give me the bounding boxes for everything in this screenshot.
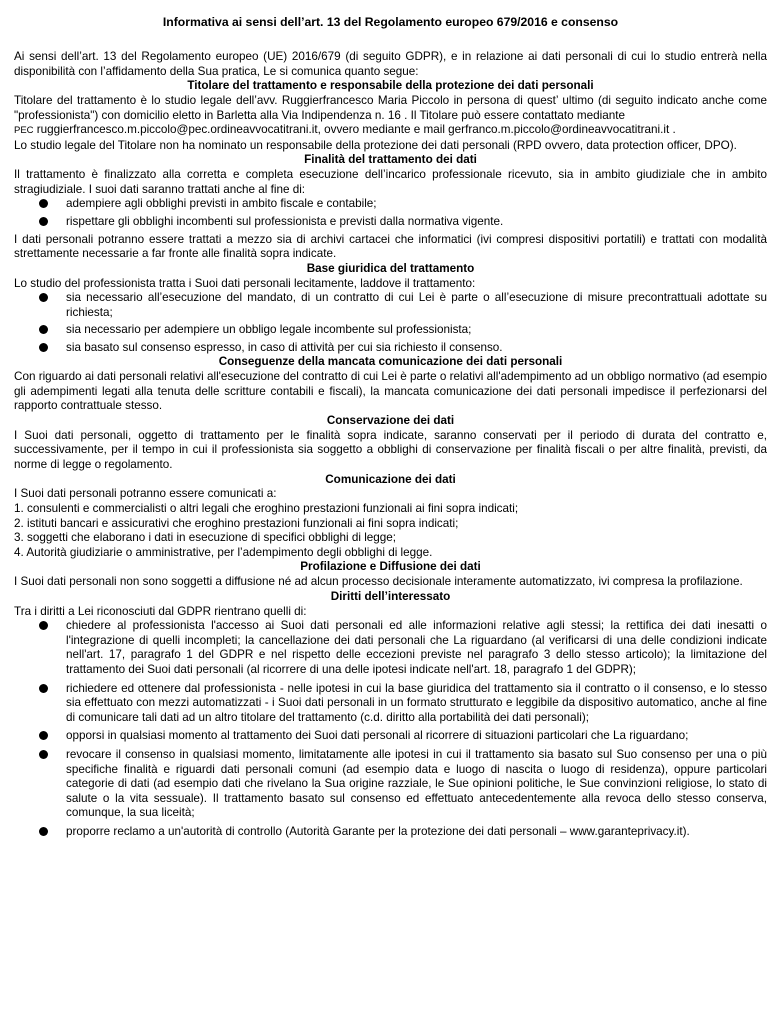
- bullet-icon: [39, 325, 48, 334]
- list-item: [14, 197, 767, 212]
- bullet-icon: [39, 750, 48, 759]
- list-item: [14, 619, 767, 677]
- document-title: Informativa ai sensi dell’art. 13 del Regolamento europeo 679/2016 e consenso: [162, 15, 619, 29]
- heading-titolare: Titolare del trattamento e responsabile della protezione dei dati personali: [187, 79, 594, 93]
- bullet-icon: [39, 621, 48, 630]
- section-finalita: [14, 153, 767, 261]
- list-item: [14, 341, 767, 356]
- heading-base: Base giuridica del trattamento: [306, 261, 475, 275]
- bullet-icon: [39, 199, 48, 208]
- list-item-text: proporre reclamo a un'autorità di controllo (Autorità Garante per la protezione dei dati personali – www.garanteprivacy.it).: [66, 824, 690, 838]
- list-item: [14, 291, 767, 320]
- list-item: 2. istituti bancari e assicurativi che eroghino prestazioni funzionali ai fini sopra indicati;: [14, 516, 459, 530]
- bullet-icon: [39, 684, 48, 693]
- pec-label: PEC: [14, 125, 34, 137]
- section-base: [14, 262, 767, 356]
- section-comunicazione: [14, 473, 767, 561]
- list-item-text: chiedere al professionista l'accesso ai Suoi dati personali ed alle informazioni relative agli stessi; la rettifica dei dati inesatti o l'integrazione di quelli incompleti; la cancellazione dei dati personali che La riguardano (al verificarsi di una delle condizioni indicate nell'art. 17, paragrafo 1 del GDPR e nel rispetto delle eccezioni previste nel paragrafo 3 dello stesso articolo); la limitazione del trattamento dei Suoi dati personali (al ricorrere di una delle ipotesi indicate nell'art. 18, paragrafo 1 del GDPR);: [66, 619, 767, 676]
- list-item-text: revocare il consenso in qualsiasi momento, limitatamente alle ipotesi in cui il trattamento sia basato sul Suo consenso per una o più specifiche finalità e riguardi dati personali comuni (ad esempio data e luogo di nascita o luogo di residenza), oppure particolari categorie di dati (ad esempio dati che rivelano la Sua origine razziale, le Sue opinioni politiche, le Sue convinzioni religiose, lo stato di salute o la vita sessuale). Il trattamento basato sul consenso ed effettuato antecedentemente alla revoca dello stesso conserva, comunque, la sua liceità;: [66, 747, 767, 820]
- heading-conseguenze: Conseguenze della mancata comunicazione dei dati personali: [218, 355, 563, 369]
- finalita-paragraph-2: I dati personali potranno essere trattati a mezzo sia di archivi cartacei che informatici (ivi compresi dispositivi portatili) e trattati con modalità strettamente necessarie a far fronte alle finalità sopra indicate.: [14, 232, 767, 261]
- list-item-text: richiedere ed ottenere dal professionista - nelle ipotesi in cui la base giuridica del trattamento sia il contratto o il consenso, e lo stesso sia effettuato con mezzi automatizzati - i Suoi dati personali in un formato strutturato e leggibile da dispositivo automatico, anche al fine di comunicare tali dati ad un altro titolare del trattamento (c.d. diritto alla portabilità dei dati personali);: [66, 681, 767, 724]
- base-list: [14, 291, 767, 355]
- heading-comunicazione: Comunicazione dei dati: [325, 472, 456, 486]
- list-item: [14, 748, 767, 821]
- list-item: [14, 323, 767, 338]
- list-item-text: rispettare gli obblighi incombenti sul professionista e previsti dalla normativa vigente.: [66, 214, 504, 228]
- profilazione-paragraph: I Suoi dati personali non sono soggetti a diffusione né ad alcun processo decisionale interamente automatizzato, ivi compresa la profilazione.: [14, 575, 743, 589]
- intro-paragraph: Ai sensi dell’art. 13 del Regolamento europeo (UE) 2016/679 (di seguito GDPR), e in relazione ai dati personali di cui lo studio entrerà nella disponibilità con l’affidamento della Sua pratica, Le si comunica quanto segue:: [14, 50, 767, 78]
- section-conseguenze: [14, 355, 767, 414]
- bullet-icon: [39, 217, 48, 226]
- list-item: [14, 729, 767, 744]
- section-profilazione: [14, 560, 767, 589]
- section-diritti: [14, 590, 767, 840]
- heading-conservazione: Conservazione dei dati: [326, 414, 455, 428]
- conseguenze-paragraph: Con riguardo ai dati personali relativi all'esecuzione del contratto di cui Lei è parte o relativi all'adempimento ad un obbligo normativo (ad esempio gli adempimenti legati alla tenuta delle scritture contabili e fiscali), la mancata comunicazione dei dati personali impedisce il perfezionarsi del rapporto contrattuale stesso.: [14, 370, 767, 413]
- pec-contacts: ruggierfrancesco.m.piccolo@pec.ordineavvocatitrani.it, ovvero mediante e mail gerfranco.m.piccolo@ordineavvocatitrani.it .: [33, 123, 676, 137]
- comunicazione-paragraph: I Suoi dati personali potranno essere comunicati a:: [14, 487, 277, 501]
- list-item: 3. soggetti che elaborano i dati in esecuzione di specifici obblighi di legge;: [14, 531, 397, 545]
- heading-finalita: Finalità del trattamento dei dati: [304, 153, 477, 167]
- titolare-paragraph-1: [14, 94, 767, 139]
- finalita-paragraph-1: Il trattamento è finalizzato alla corretta e completa esecuzione dell’incarico professionale ricevuto, sia in ambito giudiziale che in ambito stragiudiziale. I suoi dati saranno trattati anche al fine di:: [14, 168, 767, 196]
- list-item-text: sia necessario per adempiere un obbligo legale incombente sul professionista;: [66, 323, 472, 337]
- bullet-icon: [39, 293, 48, 302]
- list-item-text: sia necessario all’esecuzione del mandato, di un contratto di cui Lei è parte o all’esecuzione di misure precontrattuali adottate su richiesta;: [66, 291, 767, 319]
- diritti-list: [14, 619, 767, 839]
- base-paragraph-1: Lo studio del professionista tratta i Suoi dati personali lecitamente, laddove il trattamento:: [14, 276, 476, 290]
- list-item: [14, 825, 767, 840]
- finalita-list: [14, 197, 767, 229]
- list-item: [14, 215, 767, 230]
- heading-diritti: Diritti dell’interessato: [330, 589, 451, 603]
- bullet-icon: [39, 343, 48, 352]
- list-item-text: opporsi in qualsiasi momento al trattamento dei Suoi dati personali al ricorrere di situazioni particolari che La riguardano;: [66, 729, 689, 743]
- titolare-text: Titolare del trattamento è lo studio legale dell’avv. Ruggierfrancesco Maria Piccolo in persona di quest’ ultimo (di seguito indicato anche come "professionista") con domicilio eletto in Barletta alla Via Indipendenza n. 16 . Il Titolare può essere contattato mediante: [14, 93, 767, 122]
- list-item-text: sia basato sul consenso espresso, in caso di attività per cui sia richiesto il consenso.: [66, 340, 503, 354]
- section-titolare: [14, 79, 767, 153]
- list-item: [14, 682, 767, 726]
- bullet-icon: [39, 827, 48, 836]
- list-item: 4. Autorità giudiziarie o amministrative, per l’adempimento degli obblighi di legge.: [14, 545, 433, 559]
- heading-profilazione: Profilazione e Diffusione dei dati: [300, 560, 481, 574]
- bullet-icon: [39, 731, 48, 740]
- comunicazione-list: [14, 502, 767, 560]
- section-conservazione: [14, 414, 767, 473]
- list-item: 1. consulenti e commercialisti o altri legali che eroghino prestazioni funzionali ai fini sopra indicati;: [14, 502, 519, 516]
- diritti-paragraph: Tra i diritti a Lei riconosciuti dal GDPR rientrano quelli di:: [14, 604, 307, 618]
- list-item-text: adempiere agli obblighi previsti in ambito fiscale e contabile;: [66, 197, 377, 211]
- conservazione-paragraph: I Suoi dati personali, oggetto di trattamento per le finalità sopra indicate, saranno conservati per il periodo di durata del contratto e, successivamente, per il tempo in cui il professionista sia soggetto a obblighi di conservazione per finalità fiscali o per altre finalità, previsti, da norme di legge o regolamento.: [14, 428, 767, 472]
- titolare-paragraph-2: Lo studio legale del Titolare non ha nominato un responsabile della protezione dei dati personali (RPD ovvero, data protection officer, DPO).: [14, 138, 737, 152]
